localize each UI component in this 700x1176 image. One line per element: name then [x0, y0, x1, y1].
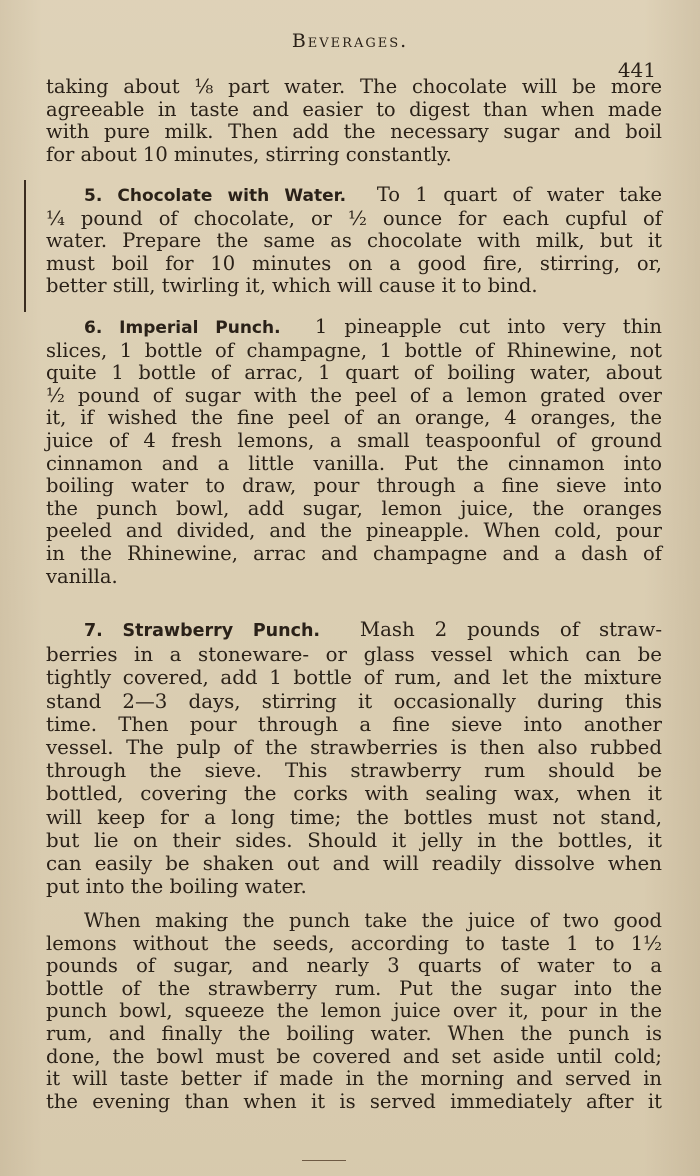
text-line: the evening than when it is served immediately after it — [46, 1089, 662, 1113]
text-line: it will taste better if made in the morning and served in — [46, 1067, 662, 1091]
recipe-imperial-punch — [46, 316, 662, 588]
running-head: Beverages. — [291, 30, 409, 52]
recipe-heading: 6. Imperial Punch. — [84, 318, 281, 338]
text-line: boiling water to draw, pour through a fine sieve into — [46, 474, 662, 498]
text-line: better still, twirling it, which will cause it to bind. — [46, 274, 538, 298]
recipe-strawberry-punch — [46, 618, 662, 898]
text-line: through the sieve. This strawberry rum should be — [46, 759, 662, 783]
text-line: vanilla. — [46, 564, 118, 588]
text-line: for about 10 minutes, stirring constantly. — [46, 142, 452, 166]
text-line: quite 1 bottle of arrac, 1 quart of boiling water, about — [46, 361, 662, 385]
recipe-chocolate-with-water — [46, 184, 662, 298]
text-line: slices, 1 bottle of champagne, 1 bottle of Rhinewine, not — [46, 338, 662, 362]
text-line: punch bowl, squeeze the lemon juice over it, pour in the — [46, 999, 662, 1023]
punch-instructions-paragraph — [46, 910, 662, 1113]
text-line: but lie on their sides. Should it jelly in the bottles, it — [46, 828, 662, 852]
text-line: done, the bowl must be covered and set aside until cold; — [46, 1044, 662, 1068]
footer-rule — [302, 1160, 346, 1161]
text-line: ¼ pound of chocolate, or ½ ounce for each cupful of — [46, 206, 662, 230]
text-line: must boil for 10 minutes on a good fire, stirring, or, — [46, 251, 662, 275]
text-line: the punch bowl, add sugar, lemon juice, the oranges — [46, 496, 662, 520]
text-line: juice of 4 fresh lemons, a small teaspoonful of ground — [46, 428, 662, 452]
text-line: in the Rhinewine, arrac and champagne and a dash of — [46, 541, 662, 565]
margin-pencil-mark — [24, 180, 34, 312]
text-line: with pure milk. Then add the necessary sugar and boil — [46, 120, 662, 144]
text-line: tightly covered, add 1 bottle of rum, and let the mixture — [46, 666, 662, 690]
text-line: stand 2—3 days, stirring it occasionally during this — [46, 689, 662, 713]
text-line: pounds of sugar, and nearly 3 quarts of water to a — [46, 954, 662, 978]
page-number: 441 — [617, 58, 656, 82]
text-line: rum, and finally the boiling water. When the punch is — [46, 1021, 662, 1045]
text-line: put into the boiling water. — [46, 875, 307, 899]
text-line: it, if wished the fine peel of an orange, 4 oranges, the — [46, 406, 662, 430]
text-line: 5. Chocolate with Water. To 1 quart of water take — [84, 183, 662, 206]
text-line: can easily be shaken out and will readily dissolve when — [46, 852, 662, 876]
text-line: cinnamon and a little vanilla. Put the cinnamon into — [46, 451, 662, 475]
recipe-heading: 5. Chocolate with Water. — [84, 186, 347, 206]
text-line: lemons without the seeds, according to taste 1 to 1½ — [46, 931, 662, 955]
text-line: agreeable in taste and easier to digest than when made — [46, 97, 662, 121]
text-line: time. Then pour through a fine sieve into another — [46, 712, 662, 736]
text-line: bottle of the strawberry rum. Put the sugar into the — [46, 976, 662, 1000]
text-line: will keep for a long time; the bottles must not stand, — [46, 805, 662, 829]
continued-paragraph — [46, 76, 662, 166]
text-line: berries in a stoneware- or glass vessel which can be — [46, 643, 662, 667]
recipe-heading: 7. Strawberry Punch. — [84, 621, 321, 641]
text-line: bottled, covering the corks with sealing wax, when it — [46, 782, 662, 806]
text-line: taking about ⅛ part water. The chocolate will be more — [46, 75, 662, 98]
text-line: ½ pound of sugar with the peel of a lemon grated over — [46, 383, 662, 407]
text-line: water. Prepare the same as chocolate with milk, but it — [46, 229, 662, 253]
text-line: vessel. The pulp of the strawberries is then also rubbed — [46, 736, 662, 760]
text-line: When making the punch take the juice of two good — [84, 909, 662, 932]
text-line: 7. Strawberry Punch. Mash 2 pounds of straw- — [84, 618, 662, 641]
text-line: peeled and divided, and the pineapple. When cold, pour — [46, 519, 662, 543]
text-line: 6. Imperial Punch. 1 pineapple cut into very thin — [84, 315, 662, 338]
